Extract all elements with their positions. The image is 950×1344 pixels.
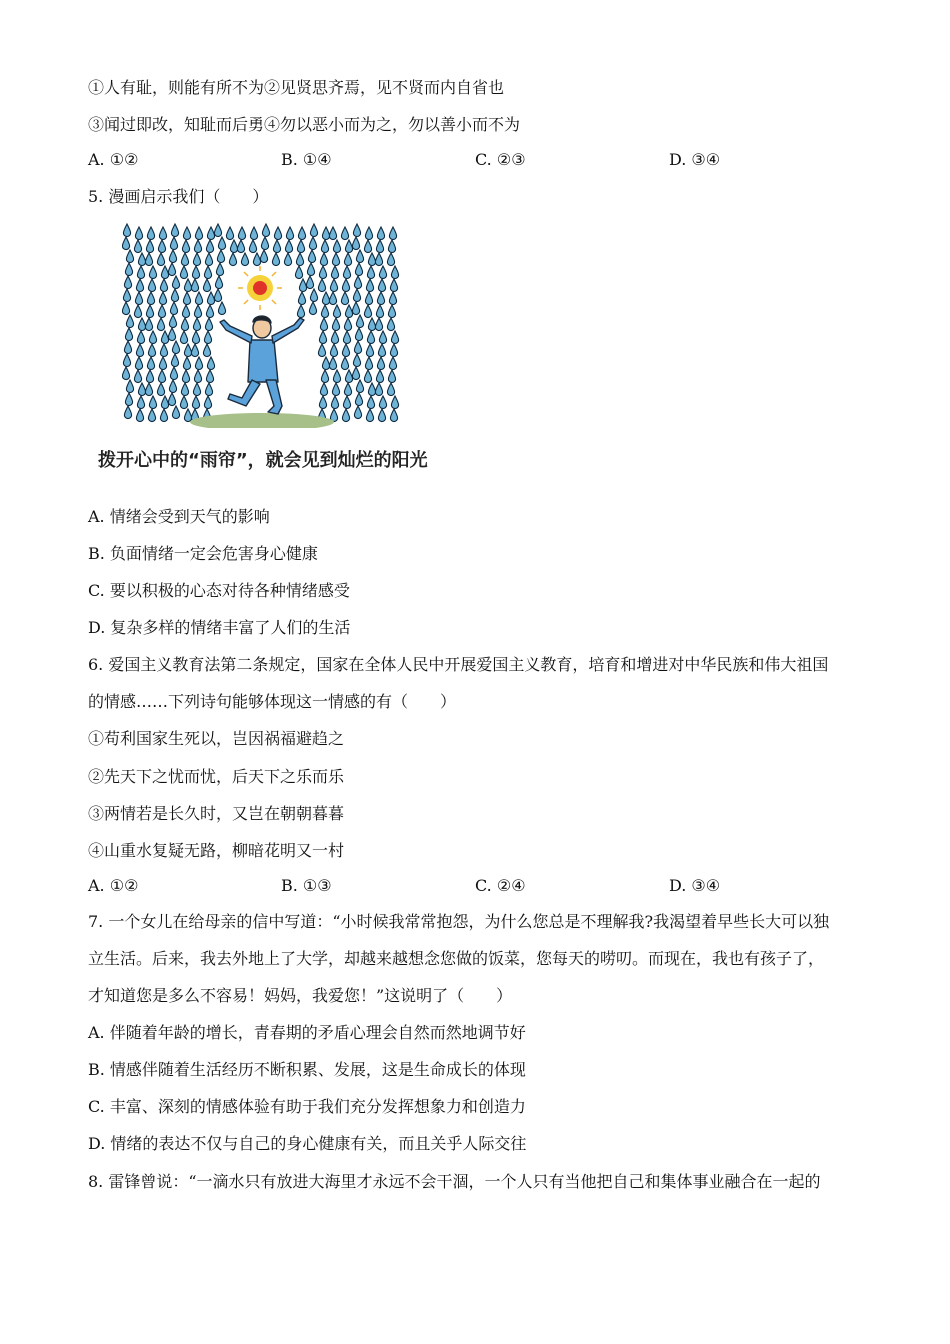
q7-option-c: C. 丰富、深刻的情感体验有助于我们充分发挥想象力和创造力 (88, 1097, 526, 1116)
rain-curtain-cartoon (122, 222, 400, 428)
q7-option-b: B. 情感伴随着生活经历不断积累、发展，这是生命成长的体现 (88, 1060, 526, 1079)
q5-stem: 5. 漫画启示我们（ ） (88, 187, 269, 206)
q6-option-b: B. ①③ (281, 876, 332, 895)
q7-option-d: D. 情绪的表达不仅与自己的身心健康有关，而且关乎人际交往 (88, 1134, 527, 1153)
q7-stem-line-1: 7. 一个女儿在给母亲的信中写道：“小时候我常常抱怨，为什么您总是不理解我?我渴望着早些长大可以独 (88, 912, 830, 931)
q5-option-c: C. 要以积极的心态对待各种情绪感受 (88, 581, 350, 600)
q4-statement-1: ①人有耻，则能有所不为②见贤思齐焉，见不贤而内自省也 (88, 78, 505, 97)
q6-stem-line-2: 的情感……下列诗句能够体现这一情感的有（ ） (88, 692, 457, 711)
q7-stem-line-3: 才知道您是多么不容易！妈妈，我爱您！”这说明了（ ） (88, 986, 513, 1005)
q6-statement-2: ②先天下之忧而忧，后天下之乐而乐 (88, 767, 345, 786)
ground-patch (190, 413, 334, 428)
q4-option-c: C. ②③ (475, 150, 526, 169)
q6-statement-1: ①苟利国家生死以，岂因祸福避趋之 (88, 729, 345, 748)
q8-stem: 8. 雷锋曾说：“一滴水只有放进大海里才永远不会干涸，一个人只有当他把自己和集体事业融合在一起的 (88, 1172, 821, 1191)
q7-option-a: A. 伴随着年龄的增长，青春期的矛盾心理会自然而然地调节好 (88, 1023, 526, 1042)
q5-option-d: D. 复杂多样的情绪丰富了人们的生活 (88, 618, 351, 637)
man-figure (220, 316, 304, 414)
q5-option-a: A. 情绪会受到天气的影响 (88, 507, 270, 526)
q6-stem-line-1: 6. 爱国主义教育法第二条规定，国家在全体人民中开展爱国主义教育，培育和增进对中华民族和伟大祖国 (88, 655, 829, 674)
sun-icon (238, 266, 282, 310)
q5-option-b: B. 负面情绪一定会危害身心健康 (88, 544, 318, 563)
q6-option-d: D. ③④ (669, 876, 721, 895)
q6-statement-4: ④山重水复疑无路，柳暗花明又一村 (88, 841, 345, 860)
cartoon-caption: 拨开心中的“雨帘”，就会见到灿烂的阳光 (98, 450, 428, 471)
q4-option-b: B. ①④ (281, 150, 332, 169)
q6-option-c: C. ②④ (475, 876, 526, 895)
q4-statement-2: ③闻过即改，知耻而后勇④勿以恶小而为之，勿以善小而不为 (88, 115, 521, 134)
q4-option-d: D. ③④ (669, 150, 721, 169)
q7-stem-line-2: 立生活。后来，我去外地上了大学，却越来越想念您做的饭菜，您每天的唠叨。而现在，我也有孩子了， (88, 949, 825, 968)
q6-statement-3: ③两情若是长久时，又岂在朝朝暮暮 (88, 804, 345, 823)
q4-option-a: A. ①② (88, 150, 139, 169)
q6-option-a: A. ①② (88, 876, 139, 895)
